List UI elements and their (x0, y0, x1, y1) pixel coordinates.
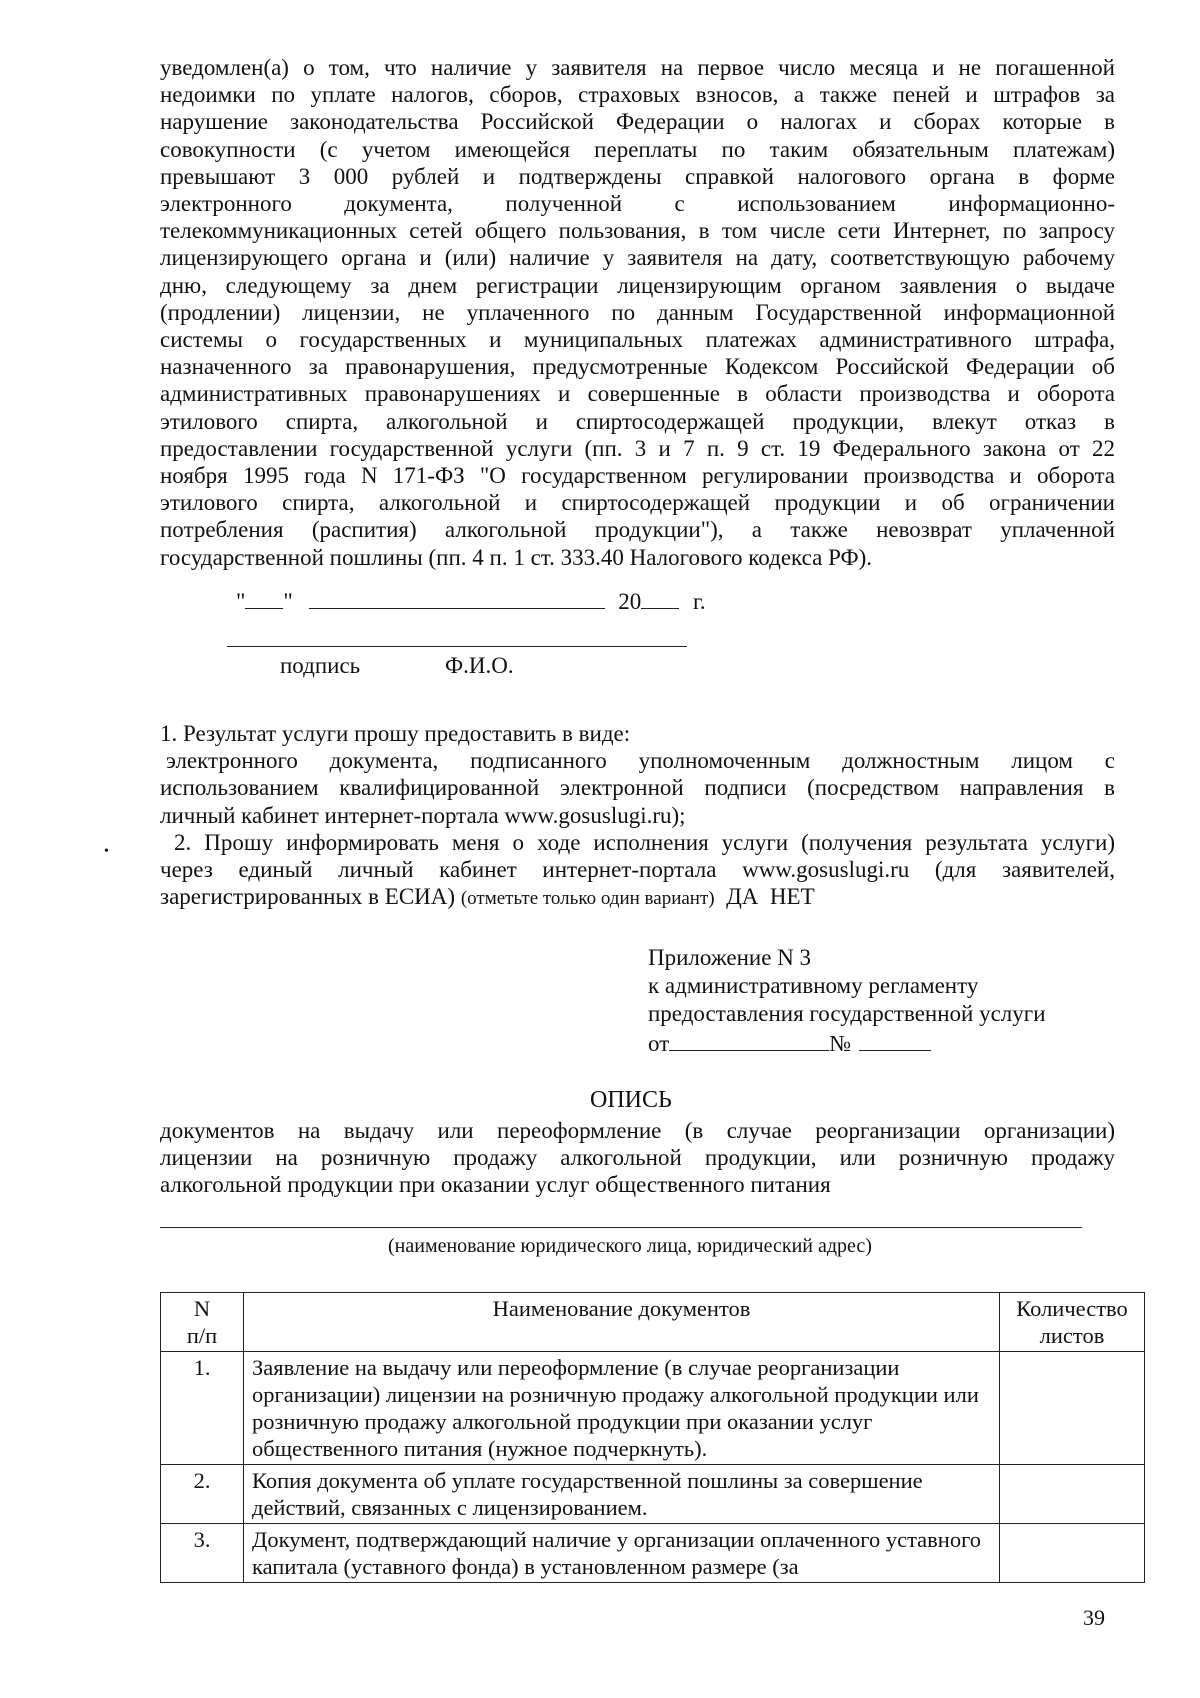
header-count-line: Количество (1016, 1296, 1128, 1321)
date-line (236, 586, 706, 615)
paragraph-line: нарушение законодательства Российской Федерации о налогах и сборах которые в (160, 109, 1115, 135)
date-blank (669, 1028, 829, 1051)
paragraph-line: потребления (распития) алкогольной продукции"), а также невозврат уплаченной (160, 517, 1115, 543)
table-header-row (161, 1293, 1145, 1352)
inventory-subtitle-line: документов на выдачу или переоформление (в случае реорганизации организации) (160, 1118, 1115, 1143)
inventory-subtitle-line: алкогольной продукции при оказании услуг общественного питания (160, 1172, 831, 1198)
row-count (1000, 1524, 1145, 1583)
signature-line (227, 646, 687, 647)
name-label: Ф.И.О. (445, 653, 514, 678)
paragraph-line: уведомлен(а) о том, что наличие у заявителя на первое число месяца и не погашенной (160, 55, 1115, 80)
row-name: Заявление на выдачу или переоформление (в случае реорганизации организации) лицензии на розничную продажу алкогольной продукции или розничную продажу алкогольной продукции при оказании услуг общественного питания (нужное подчеркнуть). (244, 1352, 1000, 1465)
header-name: Наименование документов (244, 1293, 1000, 1352)
paragraph-line: недоимки по уплате налогов, сборов, страховых взносов, а также пеней и штрафов за (160, 82, 1115, 108)
table-row (161, 1465, 1145, 1524)
header-count (1000, 1293, 1145, 1352)
table-row (161, 1352, 1145, 1465)
paragraph-line: этилового спирта, алкогольной и спиртосодержащей продукции и об ограничении (160, 490, 1115, 516)
row-num: 3. (161, 1524, 244, 1583)
row-name: Документ, подтверждающий наличие у организации оплаченного уставного капитала (уставного фонда) в установленном размере (за (244, 1524, 1000, 1583)
one-option-note: (отметьте только один вариант) (460, 888, 715, 910)
row-count (1000, 1352, 1145, 1465)
date-quote-close: " (283, 589, 293, 614)
result-item-2-line: через единый личный кабинет интернет-портала www.gosuslugi.ru (для заявителей, (160, 857, 1115, 883)
appendix-date-number (648, 1028, 1046, 1058)
result-item-2-line: 2. Прошу информировать меня о ходе исполнения услуги (получения результата услуги) (174, 829, 1115, 855)
stray-dot: • (104, 844, 109, 859)
documents-table (160, 1292, 1145, 1583)
paragraph-line: лицензирующего органа и (или) наличие у заявителя на дату, соответствующую рабочему (160, 245, 1115, 271)
header-num-line: п/п (186, 1323, 218, 1348)
appendix-line: предоставления государственной услуги (648, 1001, 1046, 1026)
paragraph-line: электронного документа, полученной с использованием информационно- (160, 191, 1115, 217)
inventory-subtitle-line: лицензии на розничную продажу алкогольной продукции, или розничную продажу (160, 1145, 1115, 1171)
paragraph-line: телекоммуникационных сетей общего пользования, в том числе сети Интернет, по запросу (160, 218, 1115, 244)
top-paragraph (160, 54, 1115, 571)
header-count-line: листов (1039, 1323, 1105, 1348)
table-row (161, 1524, 1145, 1583)
paragraph-line: назначенного за правонарушения, предусмотренные Кодексом Российской Федерации об (160, 354, 1115, 380)
appendix-block (648, 944, 1046, 1058)
result-item-2-text: зарегистрированных в ЕСИА) (160, 884, 456, 910)
year-suffix: г. (693, 589, 706, 614)
result-item-1-title: 1. Результат услуги прошу предоставить в виде: (160, 721, 631, 746)
paragraph-line: дню, следующему за днем регистрации лицензирующим органом заявления о выдаче (160, 272, 1115, 298)
appendix-title: Приложение N 3 (648, 945, 812, 970)
from-label: от (648, 1031, 670, 1056)
row-num: 1. (161, 1352, 244, 1465)
header-num-line: N (193, 1296, 211, 1321)
signature-label: подпись (280, 653, 361, 678)
header-num (161, 1293, 244, 1352)
year-blank (641, 586, 679, 609)
day-blank (245, 586, 283, 609)
paragraph-line: совокупности (с учетом имеющейся переплаты по таким обязательным платежам) (160, 136, 1115, 162)
paragraph-line: государственной пошлины (пп. 4 п. 1 ст. 333.40 Налогового кодекса РФ). (160, 544, 873, 570)
yes-option: ДА (726, 884, 759, 910)
inventory-subtitle (160, 1117, 1115, 1199)
year-prefix: 20 (618, 589, 642, 614)
month-blank (309, 586, 605, 609)
row-name: Копия документа об уплате государственной пошлины за совершение действий, связанных с лицензированием. (244, 1465, 1000, 1524)
paragraph-line: этилового спирта, алкогольной и спиртосодержащей продукции, влекут отказ в (160, 408, 1115, 434)
number-blank (859, 1028, 931, 1051)
result-section (160, 720, 1115, 912)
result-item-2-last-line (160, 883, 1115, 912)
paragraph-line: административных правонарушениях и совершенные в области производства и оборота (160, 381, 1115, 407)
paragraph-line: предоставлении государственной услуги (пп. 3 и 7 п. 9 ст. 19 Федерального закона от 22 (160, 435, 1115, 461)
appendix-line: к административному регламенту (648, 973, 979, 998)
result-item-1-line: электронного документа, подписанного уполномоченным должностным лицом с (166, 748, 1115, 774)
no-option: НЕТ (769, 884, 815, 910)
date-quote-open: " (236, 589, 246, 614)
entity-name-line (160, 1227, 1082, 1228)
paragraph-line: (продлении) лицензии, не уплаченного по данным Государственной информационной (160, 299, 1115, 325)
row-num: 2. (161, 1465, 244, 1524)
inventory-title: ОПИСЬ (590, 1087, 672, 1113)
result-item-1-line: использованием квалифицированной электронной подписи (посредством направления в (160, 775, 1115, 801)
page-number: 39 (1083, 1605, 1105, 1630)
number-label: № (829, 1031, 852, 1056)
paragraph-line: системы о государственных и муниципальных платежах административного штрафа, (160, 327, 1115, 353)
row-count (1000, 1465, 1145, 1524)
result-item-1-line: личный кабинет интернет-портала www.gosuslugi.ru); (160, 802, 686, 828)
paragraph-line: превышают 3 000 рублей и подтверждены справкой налогового органа в форме (160, 163, 1115, 189)
entity-caption: (наименование юридического лица, юридический адрес) (388, 1235, 872, 1257)
paragraph-line: ноября 1995 года N 171-ФЗ "О государственном регулировании производства и оборота (160, 463, 1115, 489)
